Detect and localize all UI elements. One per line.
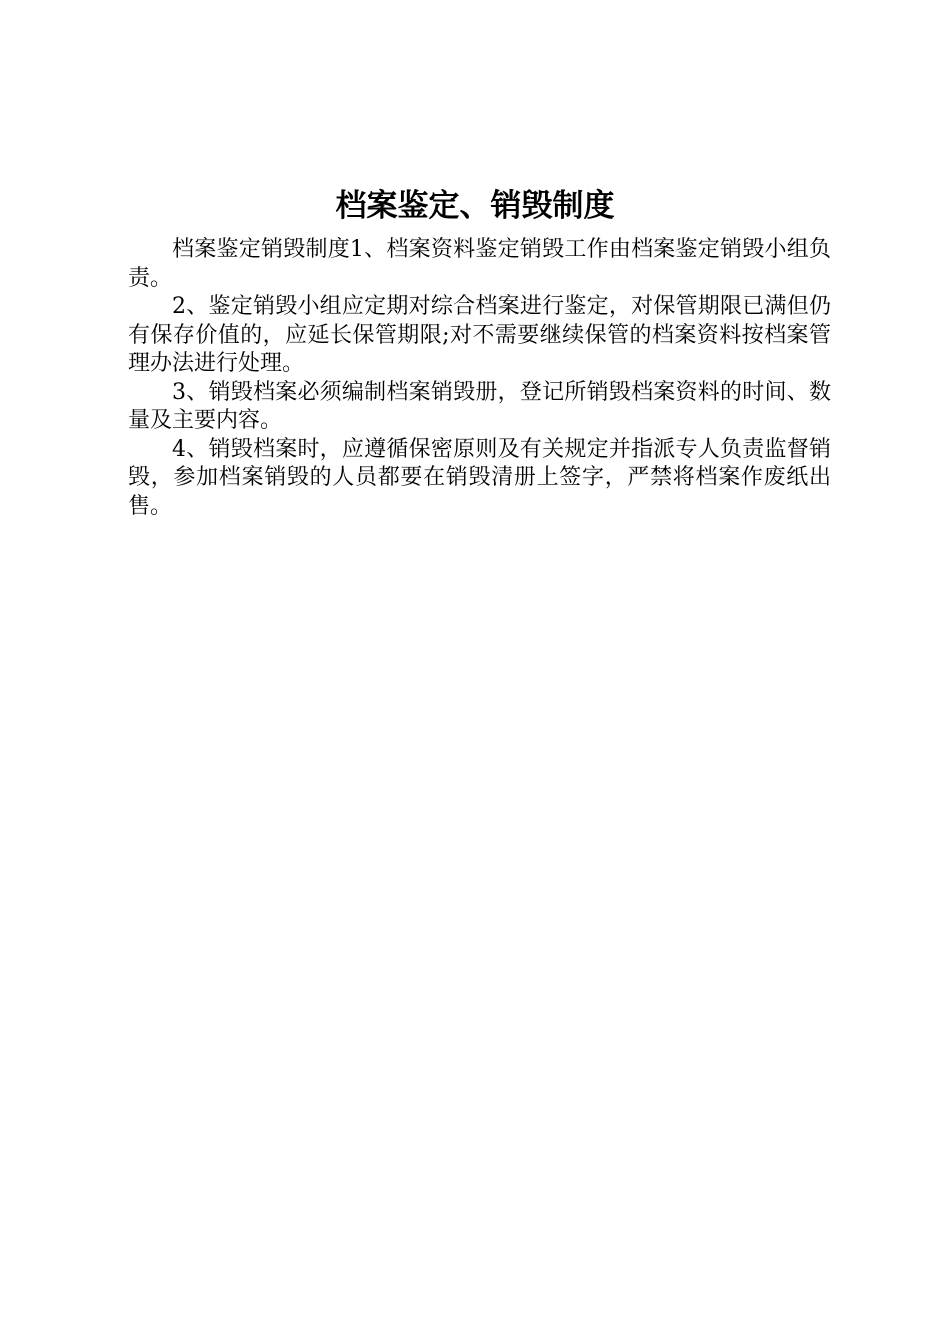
paragraph-2: 2、鉴定销毁小组应定期对综合档案进行鉴定，对保管期限已满但仍有保存价值的，应延长保管期限;对不需要继续保管的档案资料按档案管理办法进行处理。 [128, 294, 831, 376]
paragraph-1: 档案鉴定销毁制度1、档案资料鉴定销毁工作由档案鉴定销毁小组负责。 [128, 237, 831, 291]
document-body [128, 236, 831, 521]
paragraph-3: 3、销毁档案必须编制档案销毁册，登记所销毁档案资料的时间、数量及主要内容。 [128, 379, 831, 433]
paragraph-4: 4、销毁档案时，应遵循保密原则及有关规定并指派专人负责监督销毁，参加档案销毁的人员都要在销毁清册上签字，严禁将档案作废纸出售。 [128, 436, 831, 519]
document-title: 档案鉴定、销毁制度 [335, 188, 615, 224]
